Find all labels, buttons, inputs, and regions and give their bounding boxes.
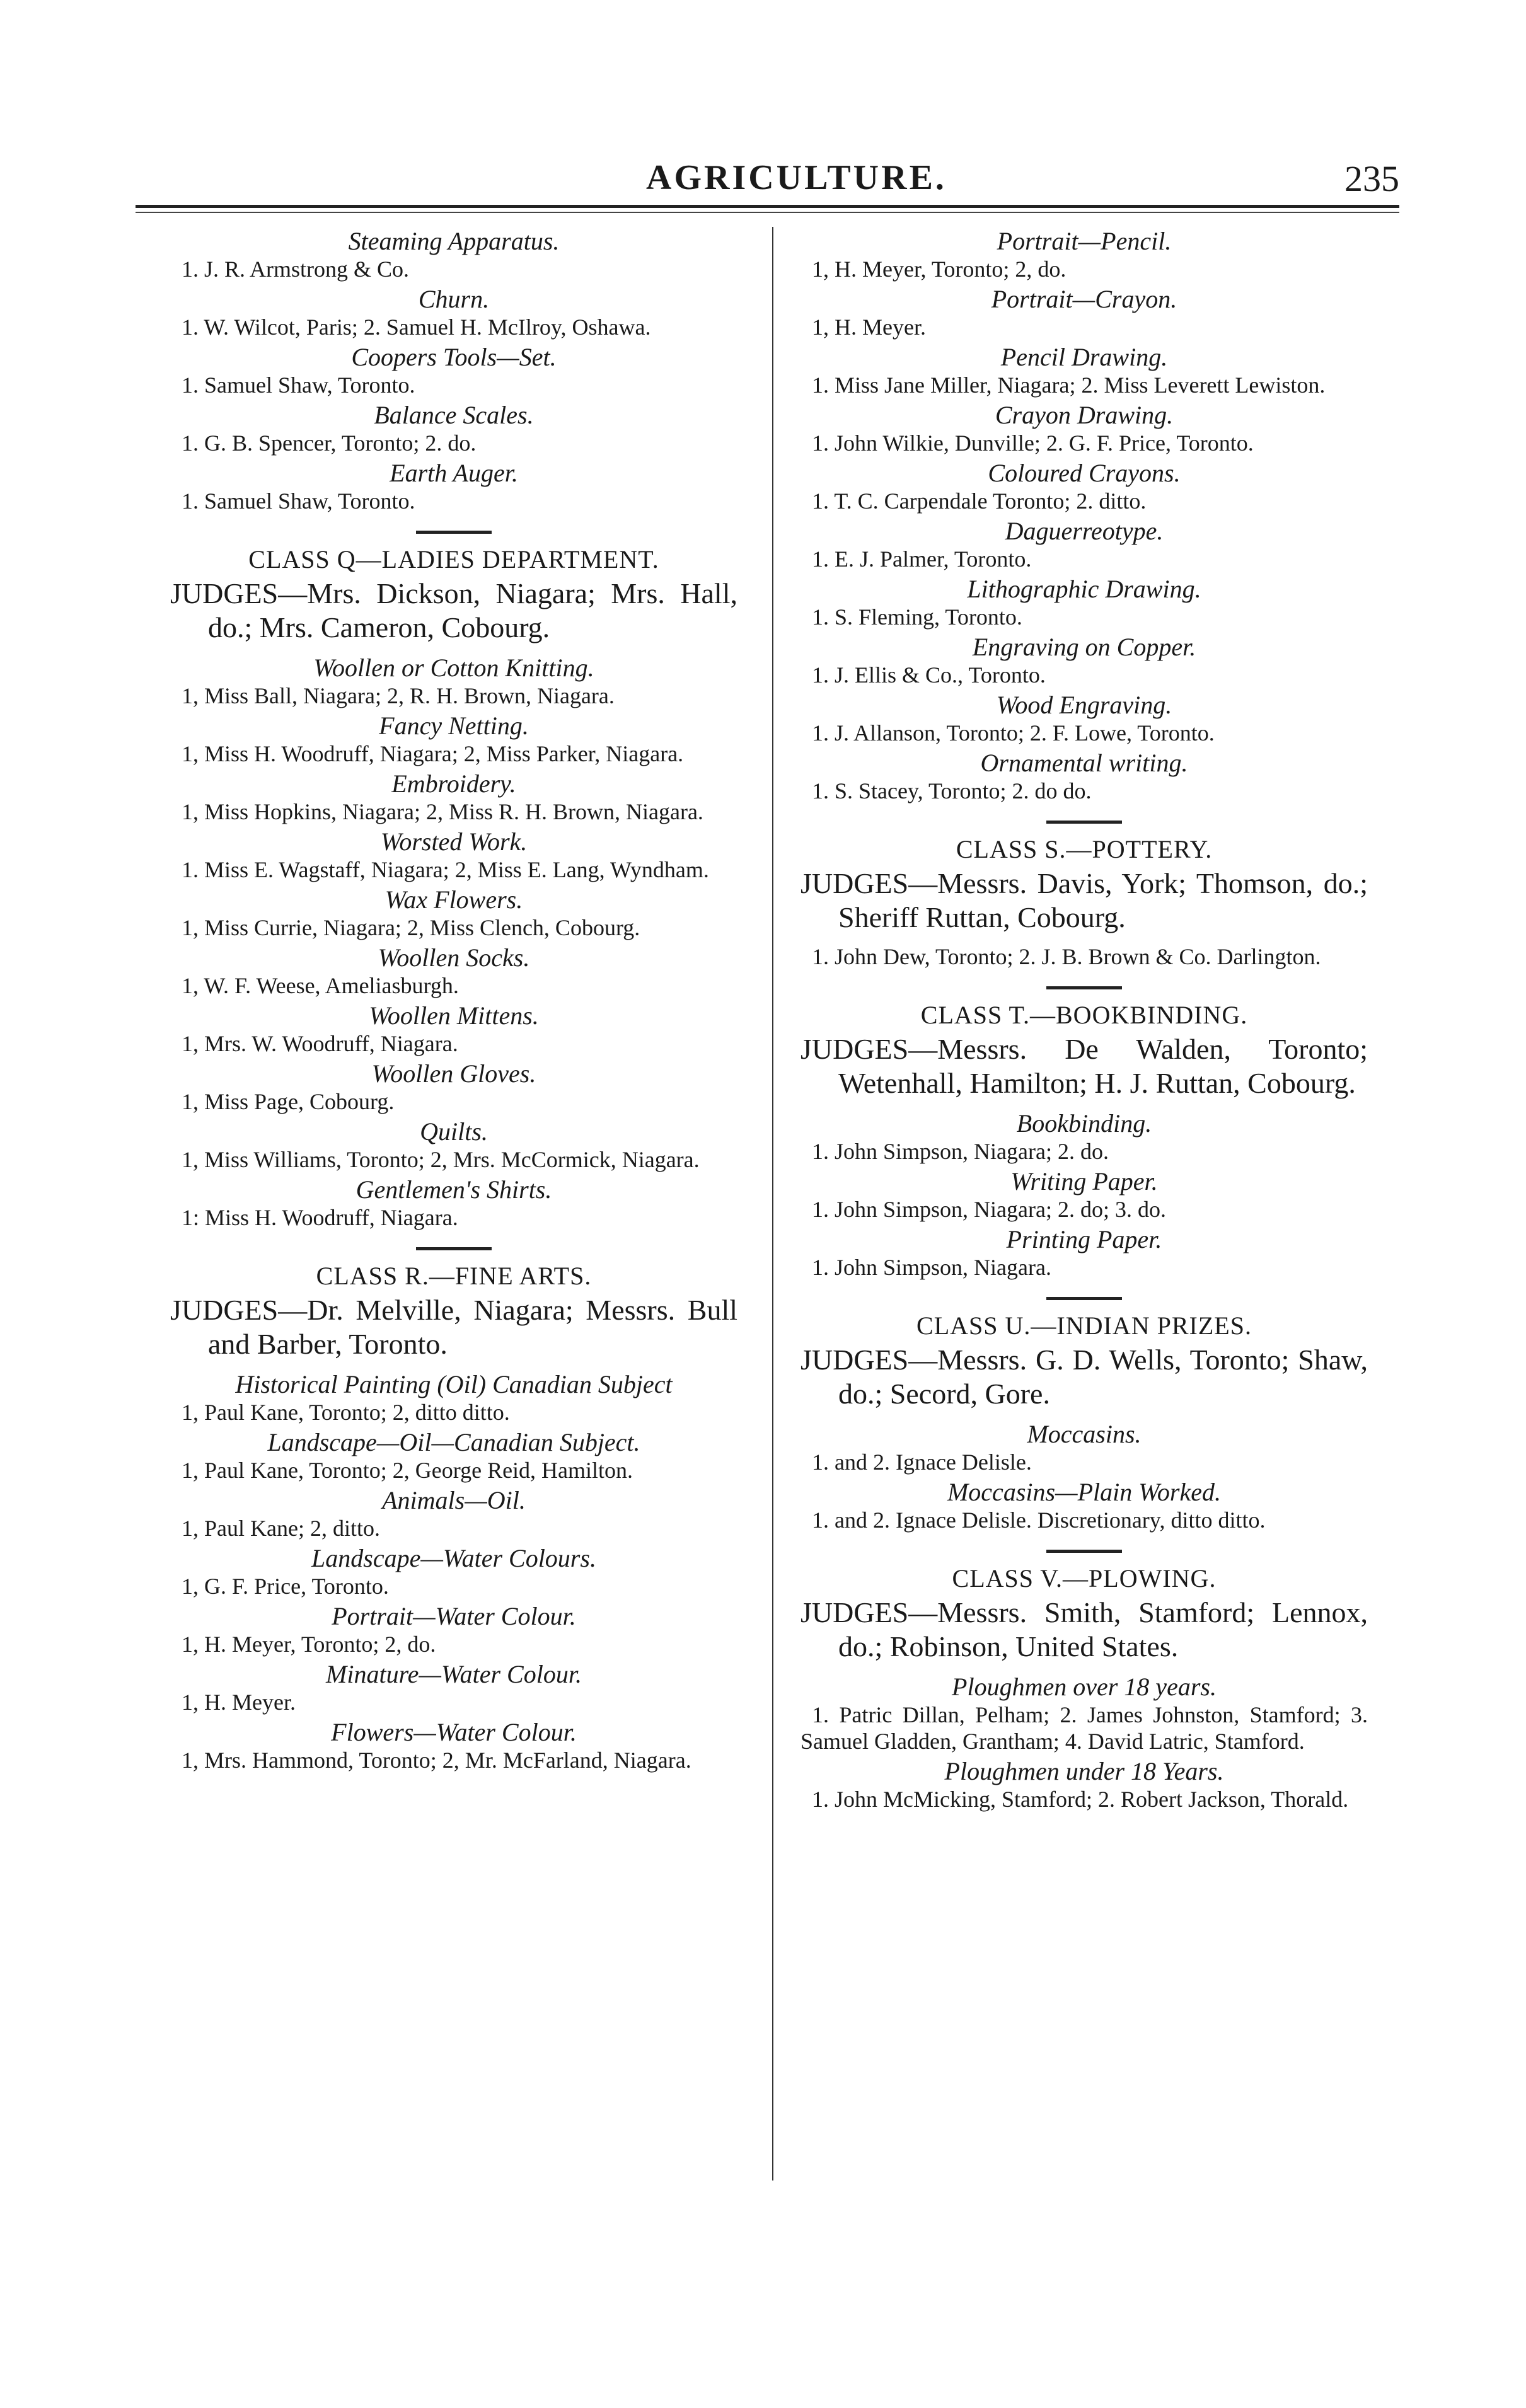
prize-entry: 1. and 2. Ignace Delisle. Discretionary, ditto ditto.	[812, 1507, 1266, 1533]
prize-entry: 1, H. Meyer, Toronto; 2, do.	[182, 1632, 436, 1657]
right-block-3	[801, 1109, 1368, 1281]
prize-entry: 1, H. Meyer.	[182, 1690, 296, 1715]
category-heading: Woollen Mittens.	[369, 1001, 539, 1030]
prize-entry: 1. and 2. Ignace Delisle.	[812, 1449, 1032, 1475]
category-heading: Coopers Tools—Set.	[351, 343, 557, 371]
category-heading: Ploughmen over 18 years.	[952, 1673, 1217, 1701]
prize-entry: 1. J. R. Armstrong & Co.	[182, 256, 410, 282]
class-r-judges: JUDGES—Dr. Melville, Niagara; Messrs. Bull and Barber, Toronto.	[170, 1294, 737, 1360]
class-r-title: CLASS R.—FINE ARTS.	[316, 1262, 592, 1290]
category-heading: Wood Engraving.	[996, 691, 1172, 719]
category-heading: Embroidery.	[391, 769, 516, 798]
category-heading: Worsted Work.	[380, 827, 528, 856]
category-heading: Pencil Drawing.	[1000, 343, 1168, 371]
section-divider	[1046, 821, 1122, 824]
prize-entry: 1, Miss Ball, Niagara; 2, R. H. Brown, Niagara.	[182, 683, 615, 708]
prize-entry: 1. John Simpson, Niagara; 2. do.	[812, 1139, 1109, 1164]
prize-entry: 1. John Simpson, Niagara.	[812, 1255, 1051, 1280]
section-divider	[1046, 986, 1122, 989]
section-divider	[1046, 1550, 1122, 1553]
category-heading: Ploughmen under 18 Years.	[944, 1757, 1224, 1785]
class-q-judges: JUDGES—Mrs. Dickson, Niagara; Mrs. Hall, do.; Mrs. Cameron, Cobourg.	[170, 577, 737, 643]
prize-entry: 1. E. J. Palmer, Toronto.	[812, 546, 1032, 572]
category-heading: Animals—Oil.	[382, 1486, 526, 1514]
prize-entry: 1. John Simpson, Niagara; 2. do; 3. do.	[812, 1197, 1166, 1222]
category-heading: Churn.	[418, 285, 490, 313]
page-number: 235	[1344, 158, 1399, 199]
header-rule-thin	[136, 212, 1399, 213]
prize-entry: 1, Paul Kane, Toronto; 2, ditto ditto.	[182, 1400, 510, 1425]
prize-entry: 1. Samuel Shaw, Toronto.	[182, 488, 415, 514]
prize-entry: 1. S. Stacey, Toronto; 2. do do.	[812, 778, 1092, 804]
prize-entry: 1, Paul Kane, Toronto; 2, George Reid, Hamilton.	[182, 1458, 633, 1483]
right-block-4	[801, 1420, 1368, 1533]
section-divider	[416, 1247, 492, 1250]
prize-entry: 1, H. Meyer, Toronto; 2, do.	[812, 256, 1066, 282]
section-divider	[416, 531, 492, 534]
prize-entry: 1. John Dew, Toronto; 2. J. B. Brown & Co. Darlington.	[812, 944, 1321, 969]
prize-entry: 1, Miss Page, Cobourg.	[182, 1089, 395, 1114]
prize-entry: 1, Miss H. Woodruff, Niagara; 2, Miss Parker, Niagara.	[182, 741, 684, 766]
class-t-judges: JUDGES—Messrs. De Walden, Toronto; Wetenhall, Hamilton; H. J. Ruttan, Cobourg.	[801, 1033, 1368, 1099]
prize-entry: 1. S. Fleming, Toronto.	[812, 604, 1022, 630]
section-divider	[1046, 1297, 1122, 1300]
class-v-title: CLASS V.—PLOWING.	[952, 1564, 1217, 1593]
running-title: AGRICULTURE.	[646, 158, 947, 197]
prize-entry: 1, Miss Hopkins, Niagara; 2, Miss R. H. Brown, Niagara.	[182, 799, 703, 824]
prize-entry: 1. J. Ellis & Co., Toronto.	[812, 662, 1046, 688]
prize-entry: 1. John McMicking, Stamford; 2. Robert Jackson, Thorald.	[812, 1787, 1349, 1812]
prize-entry: 1, Paul Kane; 2, ditto.	[182, 1516, 380, 1541]
category-heading: Woollen or Cotton Knitting.	[313, 654, 594, 682]
prize-entry: 1: Miss H. Woodruff, Niagara.	[182, 1205, 458, 1230]
class-t-title: CLASS T.—BOOKBINDING.	[920, 1001, 1248, 1029]
category-heading: Ornamental writing.	[980, 749, 1188, 777]
category-heading: Portrait—Pencil.	[997, 227, 1172, 255]
page-header	[136, 158, 1399, 202]
prize-entry: 1, G. F. Price, Toronto.	[182, 1574, 389, 1599]
category-heading: Engraving on Copper.	[972, 633, 1196, 661]
class-v-judges: JUDGES—Messrs. Smith, Stamford; Lennox, do.; Robinson, United States.	[801, 1596, 1368, 1662]
right-block-1	[801, 227, 1368, 804]
class-u-judges: JUDGES—Messrs. G. D. Wells, Toronto; Shaw, do.; Secord, Gore.	[801, 1344, 1368, 1410]
category-heading: Landscape—Water Colours.	[311, 1544, 596, 1572]
right-block-5	[801, 1673, 1368, 1812]
category-heading: Moccasins—Plain Worked.	[947, 1478, 1222, 1506]
category-heading: Woollen Gloves.	[371, 1059, 536, 1088]
category-heading: Portrait—Crayon.	[991, 285, 1177, 313]
class-u-title: CLASS U.—INDIAN PRIZES.	[916, 1311, 1252, 1340]
prize-entry: 1, H. Meyer.	[812, 314, 926, 340]
prize-entry: 1. T. C. Carpendale Toronto; 2. ditto.	[812, 488, 1147, 514]
left-column	[170, 227, 737, 1776]
left-block-3	[170, 1370, 737, 1773]
prize-entry: 1. John Wilkie, Dunville; 2. G. F. Price, Toronto.	[812, 430, 1254, 456]
prize-entry: 1, Miss Currie, Niagara; 2, Miss Clench, Cobourg.	[182, 915, 640, 940]
category-heading: Quilts.	[420, 1117, 488, 1146]
header-rule	[136, 205, 1399, 208]
prize-entry: 1. W. Wilcot, Paris; 2. Samuel H. McIlroy, Oshawa.	[182, 314, 651, 340]
prize-entry: 1. Miss Jane Miller, Niagara; 2. Miss Leverett Lewiston.	[812, 372, 1326, 398]
category-heading: Gentlemen's Shirts.	[355, 1175, 552, 1204]
prize-entry: 1. G. B. Spencer, Toronto; 2. do.	[182, 430, 477, 456]
prize-entry: 1. Miss E. Wagstaff, Niagara; 2, Miss E. Lang, Wyndham.	[182, 857, 709, 882]
class-s-judges: JUDGES—Messrs. Davis, York; Thomson, do.; Sheriff Ruttan, Cobourg.	[801, 867, 1368, 933]
class-q-title: CLASS Q—LADIES DEPARTMENT.	[248, 545, 659, 573]
left-block-2	[170, 654, 737, 1231]
prize-entry: 1, W. F. Weese, Ameliasburgh.	[182, 973, 459, 998]
right-block-2	[801, 943, 1368, 970]
category-heading: Wax Flowers.	[384, 885, 523, 914]
category-heading: Writing Paper.	[1010, 1167, 1158, 1195]
category-heading: Landscape—Oil—Canadian Subject.	[267, 1428, 640, 1456]
right-column	[801, 227, 1368, 1815]
prize-entry: 1, Miss Williams, Toronto; 2, Mrs. McCormick, Niagara.	[182, 1147, 700, 1172]
category-heading: Lithographic Drawing.	[967, 575, 1201, 603]
prize-entry: 1, Mrs. Hammond, Toronto; 2, Mr. McFarland, Niagara.	[182, 1748, 691, 1773]
category-heading: Fancy Netting.	[379, 711, 529, 740]
category-heading: Earth Auger.	[390, 459, 518, 487]
category-heading: Daguerreotype.	[1005, 517, 1164, 545]
category-heading: Printing Paper.	[1006, 1225, 1162, 1253]
prize-entry: 1, Mrs. W. Woodruff, Niagara.	[182, 1031, 458, 1056]
category-heading: Bookbinding.	[1016, 1109, 1152, 1138]
category-heading: Historical Painting (Oil) Canadian Subject	[235, 1370, 673, 1398]
prize-entry: 1. J. Allanson, Toronto; 2. F. Lowe, Toronto.	[812, 720, 1215, 746]
category-heading: Coloured Crayons.	[988, 459, 1181, 487]
category-heading: Flowers—Water Colour.	[331, 1718, 577, 1746]
prize-entry: 1. Samuel Shaw, Toronto.	[182, 372, 415, 398]
category-heading: Balance Scales.	[374, 401, 534, 429]
category-heading: Crayon Drawing.	[995, 401, 1174, 429]
category-heading: Portrait—Water Colour.	[332, 1602, 576, 1630]
category-heading: Minature—Water Colour.	[326, 1660, 582, 1688]
category-heading: Moccasins.	[1027, 1420, 1142, 1448]
class-s-title: CLASS S.—POTTERY.	[956, 835, 1213, 863]
column-divider	[772, 227, 773, 2180]
category-heading: Woollen Socks.	[378, 943, 530, 972]
prize-entry: 1. Patric Dillan, Pelham; 2. James Johnston, Stamford; 3. Samuel Gladden, Grantham; 4. David Latric, Stamford.	[801, 1702, 1368, 1754]
category-heading: Steaming Apparatus.	[348, 227, 560, 255]
left-block-1	[170, 227, 737, 514]
